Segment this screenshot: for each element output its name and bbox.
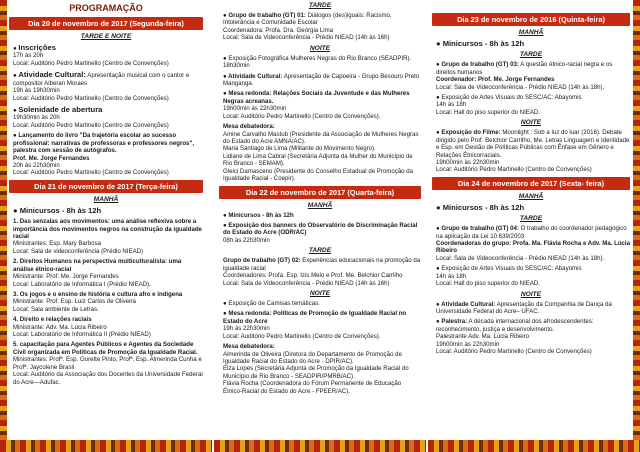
minicourse-intro: ● Minicursos - 8h às 12h — [13, 205, 102, 215]
day-banner: Dia 21 de novembro de 2017 (Terça-feira) — [9, 180, 203, 193]
schedule-item: Grupo de trabalho (GT) 02: Experiências educacionais na promoção da igualdade racial Coordenadores: Profa. Esp. Izis Melo e Prof. Me. Belchior Carrilho Local: Sala de Videoconferência - Prédio NIEAD (14h às 16h) — [223, 257, 421, 287]
schedule-item: ● Atividade Cultural: Apresentação de Capoeira - Grupo Besouro Preto Manganga. — [223, 72, 420, 88]
schedule-item: ● Grupo de trabalho (GT) 04: O trabalho do coordenador pedagógico na aplicação da Lei 10.639/2003 Coordenadoras do grupo: Profa. Ma. Flávia Rocha e Adv. Ma. Lúcia Ribeiro Local: Sala de Videoconferência - Prédio NIEAD (14h às 18h). — [436, 225, 630, 262]
session-heading: MANHÃ — [518, 192, 544, 200]
day-banner: Dia 22 de novembro de 2017 (Quarta-feira) — [219, 186, 421, 199]
schedule-item: ● Exposição do Filme: Moonlight : Sob a luz do luar (2016). Debate dirigido pelo Prof. Belchior Carrilho, Me. Letras Linguagem e Identidade e Esp. em Gestão de Políticas Públicas com Ênfase em Gênero e Relações Étnicorraciais. 19h00min às 22h30min Local: Auditório Pedro Martinello (Centro de Convenções) — [436, 129, 630, 174]
panel-list: Mesa debatedora: Amine Carvalho Mastub (Presidente da Associação de Mulheres Negras do Estado do Acre AMNA/AC). Maria Santiago de Lima (Militante do Movimento Negro). Lidiane de Lima Cabral (Secretária Adjunta da Mulher do Município de Rio Branco - SEMAM). Gleici Damasceno (Presidente do Conselho Estadual de Promoção da Igualdade Racial - Coepir). — [223, 123, 419, 183]
schedule-item: ● Grupo de trabalho (GT) 03: A questão étnico-racial negra e os direitos humanos Coordenador: Prof. Me. Jorge Fernandes Local: Sala de Videoconferência - Prédio NIEAD (14h às 18h). — [436, 61, 613, 91]
schedule-item: ● Mesa redonda: Políticas de Promoção de Igualdade Racial no Estado do Acre 19h às 22h30min Local: Auditório Pedro Martinello (Centro de Convenções). — [223, 310, 407, 340]
session-heading: MANHÃ — [307, 201, 333, 209]
schedule-item: ● Atividade Cultural: Apresentação musical com o cantor e compositor Alberan Moraes 19h às 19h30min Local: Auditório Pedro Martinello (Centro de Convenções) — [13, 70, 190, 102]
schedule-item: ● Palestra: A década internacional dos afrodescendentes: reconhecimento, justiça e desenvolvimento. Palestrante Adv. Ma. Lúcia Ribeiro 19h00min às 22h30min Local: Auditório Pedro Martinello (Centro de Convenções) — [436, 318, 594, 356]
schedule-item: ● Mesa redonda: Relações Sociais da Juventude e das Mulheres Negras acreanas. 19h00min às 22h30min Local: Auditório Pedro Martinello (Centro de Convenções). — [223, 90, 410, 120]
schedule-item: ● Minicursos - 8h às 12h — [436, 202, 525, 212]
column-1 — [0, 0, 212, 452]
day-banner: Dia 23 de novembro de 2016 (Quinta-feira) — [432, 13, 630, 26]
minicourse-item: 2. Direitos Humanos na perspectiva multiculturalista: uma análise étnico-racial Ministrante: Prof. Me. Jorge Fernandes Local: Laboratório de Informática I (Prédio NIEAD). — [13, 258, 182, 288]
ornament-strip — [428, 440, 640, 452]
session-heading: NOITE — [309, 44, 331, 52]
ornament-strip — [0, 440, 212, 452]
minicourse-item: 1. Das senzalas aos movimentos: uma análise reflexiva sobre a importância dos movimentos negros na construção da igualdade racial Ministrantes: Esp. Mary Barbosa Local: Sala de videoconferência (Prédio NIEAD) — [13, 218, 202, 255]
schedule-item: ● Grupo de trabalho (GT) 01: Diálogos (des)iguais: Racismo, Intolerância e Comunidade Escolar Coordenadora: Profa. Dra. Geórgia Lima Local: Sala de Videoconferência - Prédio NIEAD (14h às 16h) — [223, 12, 392, 42]
schedule-item: ● Solenidade de abertura 19h30min às 20h Local: Auditório Pedro Martinello (Centro de Convenções) — [13, 105, 169, 129]
session-heading: TARDE — [308, 2, 332, 9]
schedule-item: ● Exposição Fotográfica Mulheres Negras do Rio Branco (SEADPIR). 18h30min — [223, 54, 412, 70]
schedule-item: ● Inscrições 17h às 20h Local: Auditório Pedro Martinello (Centro de Convenções) — [13, 43, 169, 67]
ornament-border-right — [633, 0, 640, 452]
session-heading: TARDE — [519, 51, 543, 59]
schedule-item: ● Lançamento do livro "Da trajetória escolar ao sucesso profissional: narrativas de professoras e professores negros", palestra com sessão de autógrafos. Prof. Me. Jorge Fernandes 20h às 22h30min Local: Auditório Pedro Martinello (Centro de Convenções) — [13, 132, 195, 177]
page-title: PROGRAMAÇÃO — [69, 3, 143, 13]
day-banner: Dia 20 de novembro de 2017 (Segunda-feira) — [9, 17, 203, 30]
session-heading: TARDE E NOITE — [80, 33, 132, 41]
minicourse-item: 4. Direito e relações raciais Ministrante: Adv. Ma. Lúcia Ribeiro Local: Laboratório de Informática II (Prédio NIEAD) — [13, 316, 151, 339]
column-3 — [428, 0, 640, 452]
ornament-strip — [214, 440, 426, 452]
minicourse-item: 5. capacitação para Agentes Públicos e Agentes da Sociedade Civil organizada em Políticas de Promoção da Igualdade Racial. Ministrantes: Profª. Esp. Gorette Pinto, Profª. Esp. Almerinda Cunha e Profª. Jaycolene Brasil Local: Auditório da Associação dos Docentes da Universidade Federal do Acre—Adufac. — [13, 341, 203, 386]
minicourse-item: 3. Os jogos e o ensino de história e cultura afro e indígena Ministrante: Prof. Esp. Luiz Carlos de Oliveira Local: Sala ambiente de Letras. — [13, 290, 183, 313]
schedule-item: ● Exposição de Artes Visuais do SESC/AC: Abayomis 14h às 18h Local: Hall do piso superior do NIEAD. — [436, 94, 582, 116]
session-heading: MANHÃ — [93, 195, 119, 203]
day-banner: Dia 24 de novembro de 2017 (Sexta- feira) — [432, 177, 630, 190]
ornament-border-left — [0, 0, 7, 452]
schedule-item: ● Atividade Cultural: Apresentação da Companhia de Dança da Universidade Federal do Acre– UFAC. — [436, 300, 612, 316]
schedule-item: ● Exposição de Artes Visuais do SESC/AC: Abayomis 14h às 18h Local: Hall do piso superior do NIEAD. — [436, 265, 582, 288]
session-heading: TARDE — [519, 215, 543, 223]
session-heading: NOITE — [309, 289, 331, 297]
schedule-item: ● Minicursos - 8h às 12h — [223, 211, 294, 219]
session-heading: NOITE — [520, 119, 542, 127]
session-heading: MANHÃ — [518, 29, 544, 37]
schedule-item: ● Exposição dos banners do Observatório de Discriminação Racial do Estado do Acre (ODR/AC) 08h às 22h30min — [223, 221, 418, 244]
schedule-item: ● Minicursos - 8h às 12h — [436, 39, 525, 49]
session-heading: NOITE — [520, 290, 542, 298]
panel-list: Mesa debatedora: Almerinda de Oliveira (Diretora do Departamento de Promoção de Igualdade Racial do Estado do Acre - DPIR/AC). Elza Lopes (Secretária Adjunta de Promoção da Igualdade Racial do Município de Rio Branco - SEADPIR/PMRB/AC). Flávia Rocha (Coordenadora do Fórum Permanente de Educação Étnico-Racial do Estado do Acre - FPEER/AC). — [223, 343, 409, 395]
session-heading: TARDE — [308, 247, 332, 255]
schedule-item: ● Exposição de Camisas temáticas. — [223, 300, 320, 307]
column-2 — [214, 0, 426, 452]
